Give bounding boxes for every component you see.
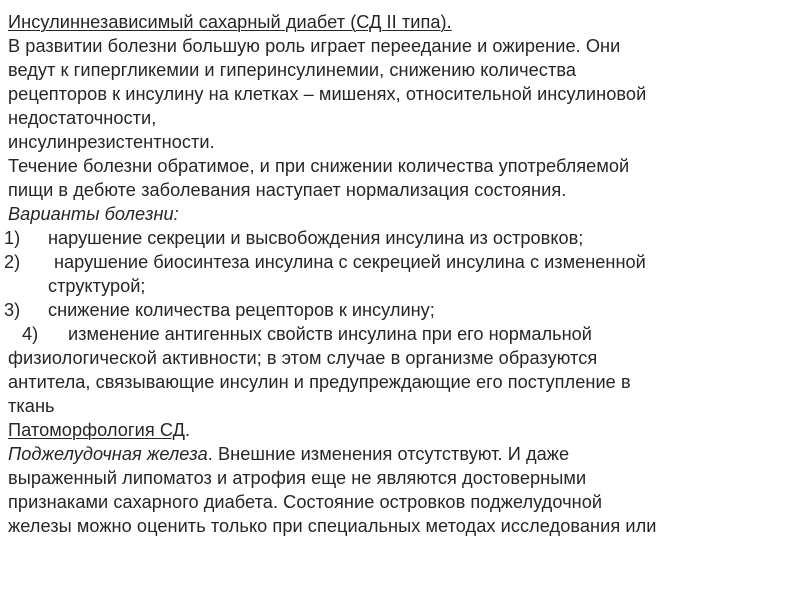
list-item-text: изменение антигенных свойств инсулина при его нормальной	[68, 324, 592, 344]
paragraph-line: В развитии болезни большую роль играет переедание и ожирение. Они	[8, 36, 621, 56]
paragraph-line: пищи в дебюте заболевания наступает нормализация состояния.	[8, 180, 567, 200]
patomorphology-heading: Патоморфология СД	[8, 420, 185, 440]
list-item-number: 4)	[22, 324, 39, 344]
paragraph-text: . Внешние изменения отсутствуют. И даже	[207, 444, 570, 464]
paragraph-line: признаками сахарного диабета. Состояние островков поджелудочной	[8, 492, 603, 512]
paragraph-line: недостаточности,	[8, 108, 157, 128]
paragraph-line: инсулинрезистентности.	[8, 132, 215, 152]
list-item-text: структурой;	[48, 276, 146, 296]
list-item-text: нарушение биосинтеза инсулина с секрецией инсулина с измененной	[54, 252, 646, 272]
list-item-text: нарушение секреции и высвобождения инсулина из островков;	[48, 228, 584, 248]
paragraph-line: ведут к гипергликемии и гиперинсулинемии, снижению количества	[8, 60, 576, 80]
list-item-text: ткань	[8, 396, 55, 416]
list-item-text: снижение количества рецепторов к инсулину;	[48, 300, 435, 320]
list-item-text: антитела, связывающие инсулин и предупреждающие его поступление в	[8, 372, 631, 392]
list-item-number: 1)	[4, 228, 21, 248]
document-title: Инсулиннезависимый сахарный диабет (СД II типа).	[8, 12, 452, 32]
section-heading	[8, 418, 190, 442]
paragraph-line	[8, 442, 569, 466]
list-item-number: 3)	[4, 300, 21, 320]
paragraph-line: Течение болезни обратимое, и при снижении количества употребляемой	[8, 156, 630, 176]
paragraph-line: железы можно оценить только при специальных методах исследования или	[8, 516, 657, 536]
variants-heading: Варианты болезни:	[8, 204, 179, 224]
list-item-text: физиологической активности; в этом случае в организме образуются	[8, 348, 598, 368]
heading-period: .	[184, 420, 191, 440]
paragraph-line: рецепторов к инсулину на клетках – мишенях, относительной инсулиновой	[8, 84, 647, 104]
list-item-number: 2)	[4, 252, 21, 272]
pancreas-label: Поджелудочная железа	[8, 444, 208, 464]
paragraph-line: выраженный липоматоз и атрофия еще не являются достоверными	[8, 468, 587, 488]
